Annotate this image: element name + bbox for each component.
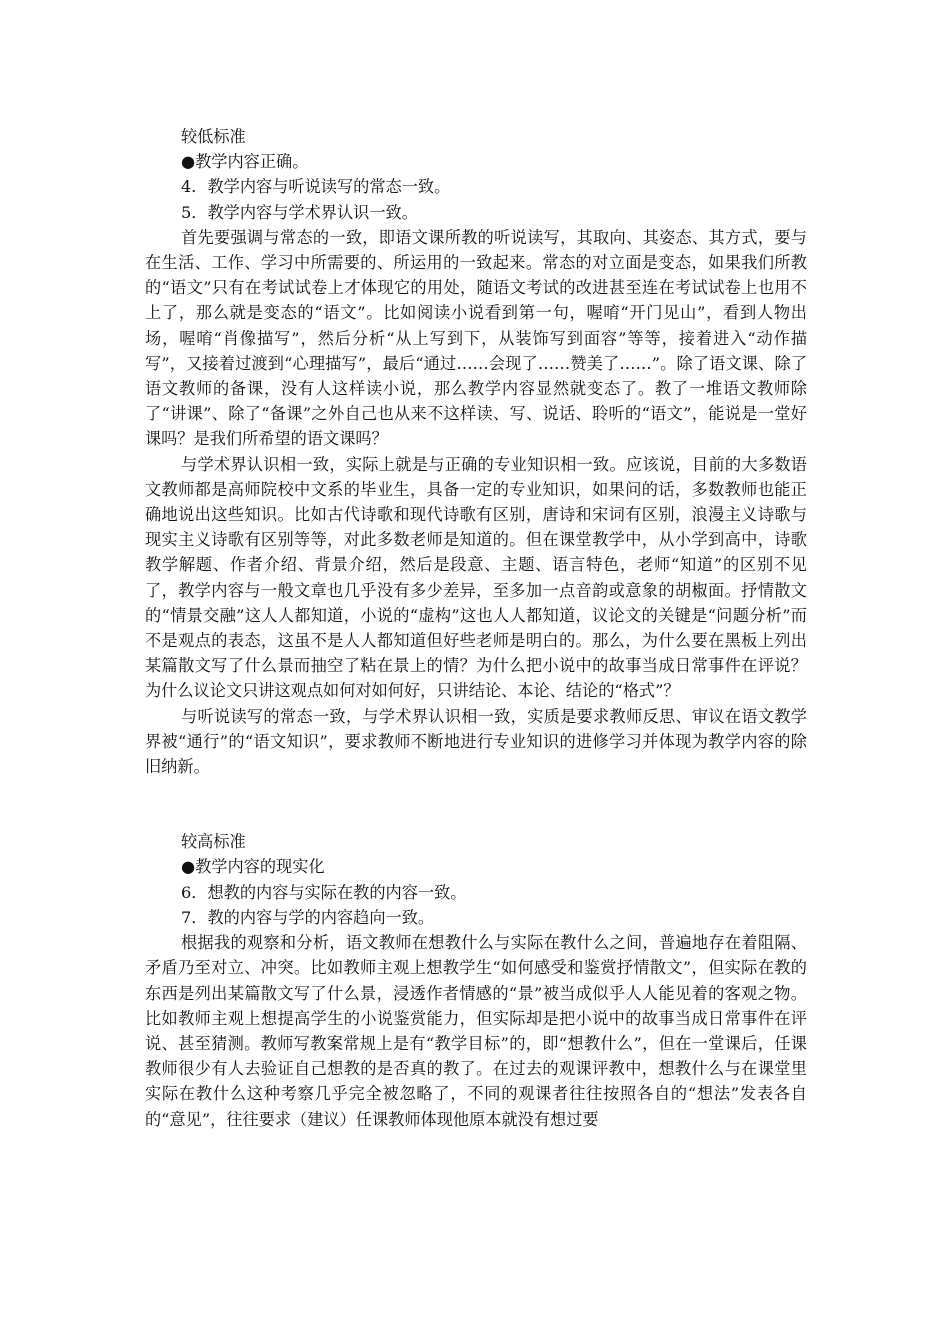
bullet-line: ●教学内容正确。 bbox=[181, 152, 309, 172]
paragraph: 与听说读写的常态一致，与学术界认识相一致，实质是要求教师反思、审议在语文教学界被“通行”的“语文知识”，要求教师不断地进行专业知识的进修学习并体现为教学内容的除旧纳新。 bbox=[145, 706, 807, 777]
paragraph: 首先要强调与常态的一致，即语文课所教的听说读写，其取向、其姿态、其方式，要与在生活、工作、学习中所需要的、所运用的一致起来。常态的对立面是变态，如果我们所教的“语文”只有在考试试卷上才体现它的用处，随语文考试的改进甚至连在考试试卷上也用不上了，那么就是变态的“语文”。比如阅读小说看到第一句，喔唷“开门见山”，看到人物出场，喔唷“肖像描写”，然后分析“从上写到下，从装饰写到面容”等等，接着进入“动作描写”，又接着过渡到“心理描写”，最后“通过……会现了……赞美了……”。除了语文课、除了语文教师的备课，没有人这样读小说，那么教学内容显然就变态了。教了一堆语文教师除了“讲课”、除了“备课”之外自己也从来不这样读、写、说话、聆听的“语文”，能说是一堂好课吗？是我们所希望的语文课吗？ bbox=[145, 227, 807, 449]
section-low-standard bbox=[145, 124, 807, 779]
criterion-item-5: 5．教学内容与学术界认识一致。 bbox=[181, 202, 418, 222]
document-body bbox=[145, 124, 807, 1132]
section-spacer bbox=[145, 779, 807, 829]
criterion-item-7: 7．教的内容与学的内容趋向一致。 bbox=[181, 907, 435, 927]
bullet-line: ●教学内容的现实化 bbox=[181, 857, 325, 877]
criterion-item-6: 6．想教的内容与实际在教的内容一致。 bbox=[181, 882, 467, 902]
paragraph: 根据我的观察和分析，语文教师在想教什么与实际在教什么之间，普遍地存在着阻隔、矛盾乃至对立、冲突。比如教师主观上想教学生“如何感受和鉴赏抒情散文”，但实际在教的东西是列出某篇散文写了什么景，浸透作者情感的“景”被当成似乎人人能见着的客观之物。比如教师主观上想提高学生的小说鉴赏能力，但实际却是把小说中的故事当成日常事件在评说、甚至猜测。教师写教案常规上是有“教学目标”的，即“想教什么”，但在一堂课后，任课教师很少有人去验证自己想教的是否真的教了。在过去的观课评教中，想教什么与在课堂里实际在教什么这种考察几乎完全被忽略了，不同的观课者往往按照各自的“想法”发表各自的“意见”，往往要求（建议）任课教师体现他原本就没有想过要 bbox=[145, 933, 807, 1129]
section-high-standard bbox=[145, 829, 807, 1131]
section-heading: 较低标准 bbox=[181, 127, 246, 146]
criterion-item-4: 4．教学内容与听说读写的常态一致。 bbox=[181, 177, 451, 197]
paragraph: 与学术界认识相一致，实际上就是与正确的专业知识相一致。应该说，目前的大多数语文教师都是高师院校中文系的毕业生，具备一定的专业知识，如果问的话，多数教师也能正确地说出这些知识。比如古代诗歌和现代诗歌有区别，唐诗和宋词有区别，浪漫主义诗歌与现实主义诗歌有区别等等，对此多数老师是知道的。但在课堂教学中，从小学到高中，诗歌教学解题、作者介绍、背景介绍，然后是段意、主题、语言特色，老师“知道”的区别不见了，教学内容与一般文章也几乎没有多少差异，至多加一点音韵或意象的胡椒面。抒情散文的“情景交融”这人人都知道，小说的“虚构”这也人人都知道，议论文的关键是“问题分析”而不是观点的表态，这虽不是人人都知道但好些老师是明白的。那么，为什么要在黑板上列出某篇散文写了什么景而抽空了粘在景上的情？为什么把小说中的故事当成日常事件在评说？为什么议论文只讲这观点如何对如何好，只讲结论、本论、结论的“格式”？ bbox=[145, 454, 807, 701]
section-heading: 较高标准 bbox=[181, 832, 246, 852]
